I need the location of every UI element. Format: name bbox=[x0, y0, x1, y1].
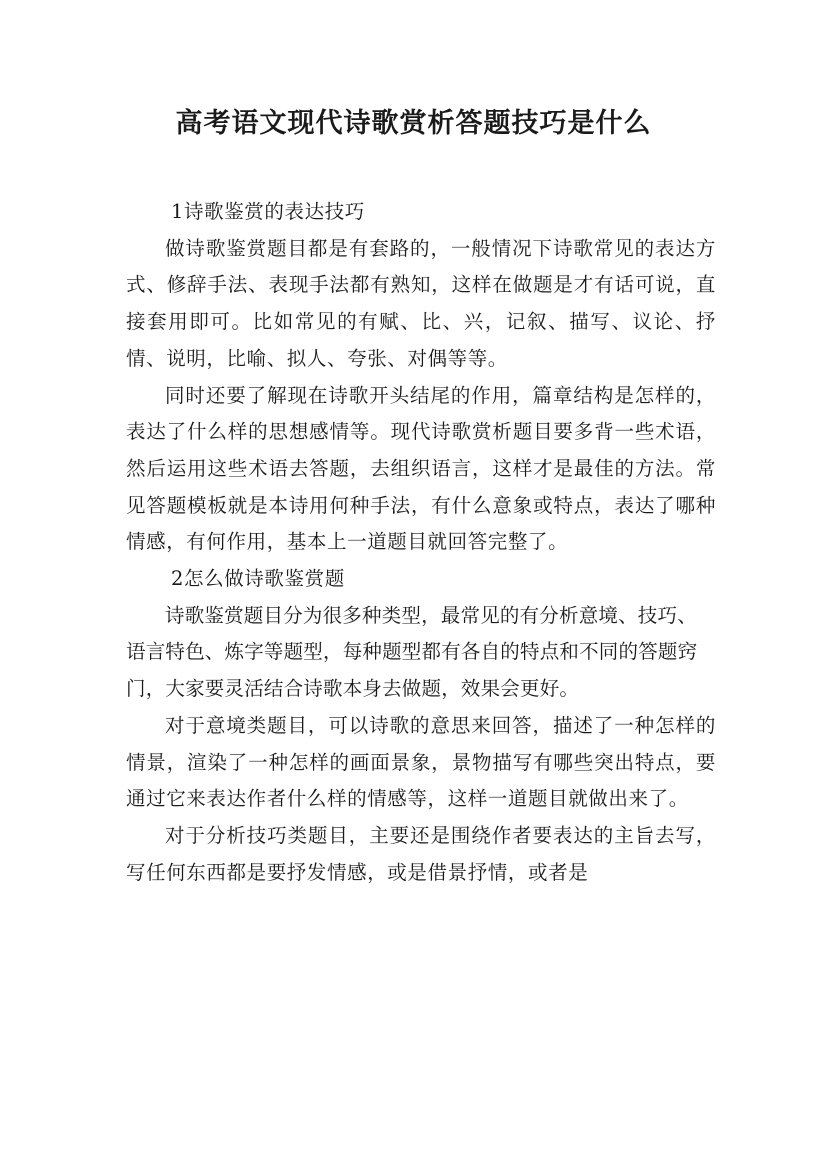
document-title: 高考语文现代诗歌赏析答题技巧是什么 bbox=[175, 108, 652, 139]
paragraph: 做诗歌鉴赏题目都是有套路的，一般情况下诗歌常见的表达方式、修辞手法、表现手法都有熟知，这样在做题是才有话可说，直接套用即可。比如常见的有赋、比、兴，记叙、描写、议论、抒情、说明，比喻、拟人、夸张、对偶等等。 bbox=[126, 236, 716, 370]
paragraph: 同时还要了解现在诗歌开头结尾的作用，篇章结构是怎样的，表达了什么样的思想感情等。现代诗歌赏析题目要多背一些术语，然后运用这些术语去答题，去组织语言，这样才是最佳的方法。常见答题模板就是本诗用何种手法，有什么意象或特点，表达了哪种情感，有何作用，基本上一道题目就回答完整了。 bbox=[126, 383, 716, 554]
paragraph: 诗歌鉴赏题目分为很多种类型，最常见的有分析意境、技巧、语言特色、炼字等题型，每种题型都有各自的特点和不同的答题窍门，大家要灵活结合诗歌本身去做题，效果会更好。 bbox=[126, 603, 698, 701]
paragraph: 对于分析技巧类题目，主要还是围绕作者要表达的主旨去写，写任何东西都是要抒发情感，或是借景抒情，或者是 bbox=[126, 823, 716, 884]
paragraph: 对于意境类题目，可以诗歌的意思来回答，描述了一种怎样的情景，渲染了一种怎样的画面景象，景物描写有哪些突出特点，要通过它来表达作者什么样的情感等，这样一道题目就做出来了。 bbox=[126, 713, 716, 811]
section-heading-2: 2怎么做诗歌鉴赏题 bbox=[171, 567, 345, 591]
section-heading-1: 1诗歌鉴赏的表达技巧 bbox=[171, 200, 365, 223]
document-body bbox=[126, 194, 716, 891]
